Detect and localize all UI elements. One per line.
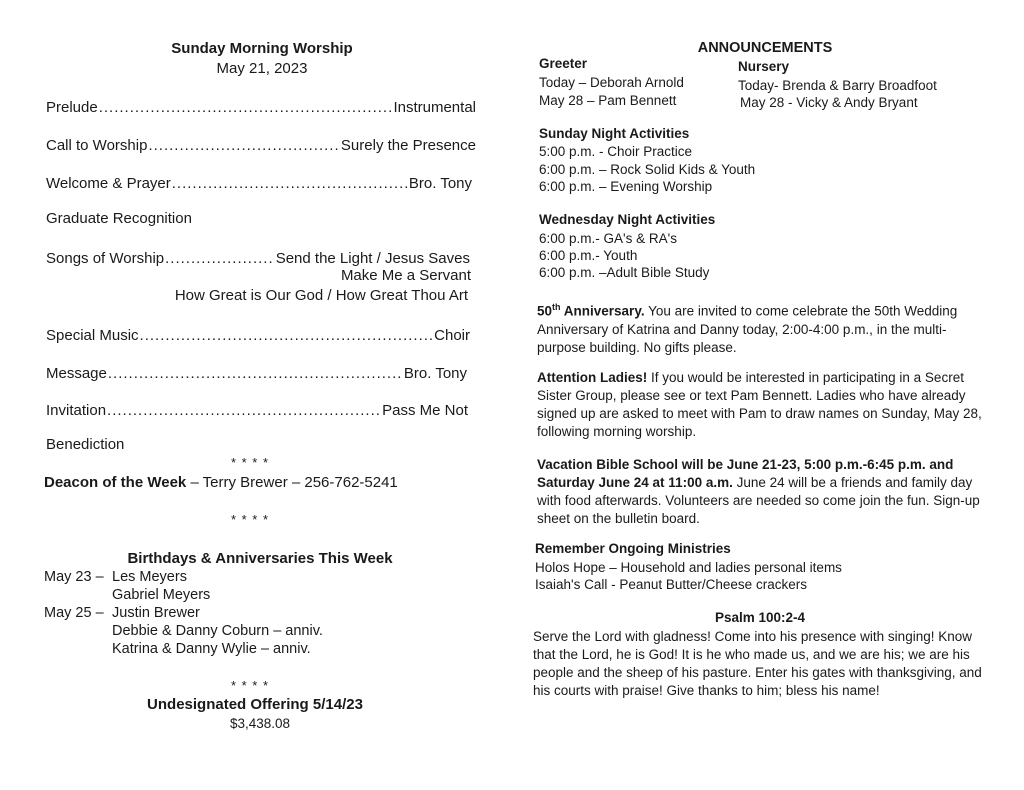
order-item-call-to-worship: Call to Worship ..... Surely the Presence (46, 134, 476, 154)
service-title: Sunday Morning Worship (171, 40, 353, 57)
order-item-message: Message ..... Bro. Tony (46, 362, 467, 382)
psalm-text: Serve the Lord with gladness! Come into his presence with singing! Know that the Lord, he is God! It is he who made us, and we are his; we are his people and the sheep of his pasture. Enter his gates with thanksgiving, and his courts with praise! Give thanks to him; bless his name! (533, 629, 982, 698)
birthday-name: Justin Brewer (112, 605, 200, 621)
birthday-date: May 25 – (44, 605, 104, 621)
greeter-heading: Greeter (539, 56, 588, 71)
leader-dots (148, 141, 339, 151)
separator: * * * * (230, 455, 270, 470)
vbs-announcement: Vacation Bible School will be June 21-23, 5:00 p.m.-6:45 p.m. and Saturday June 24 at 11:00 a.m. June 24 will be a friends and family day with food afterwards. Volunteers are needed so come join the fun. Sign-up sheet on the bulletin board. (537, 457, 980, 526)
nursery-line: May 28 - Vicky & Andy Bryant (740, 95, 918, 110)
leader-dots (107, 406, 381, 416)
leader-dots (165, 254, 275, 264)
order-item-welcome-prayer: Welcome & Prayer ..... Bro. Tony (46, 172, 472, 192)
ministry-line: Isaiah's Call - Peanut Butter/Cheese crackers (535, 577, 807, 592)
ministries-heading: Remember Ongoing Ministries (535, 541, 731, 556)
sunday-night-heading: Sunday Night Activities (539, 126, 690, 141)
ladies-announcement: Attention Ladies! If you would be interested in participating in a Secret Sister Group, please see or text Pam Bennett. Ladies who have already signed up are asked to meet with Pam to draw names on Sunday, May 28, following morning worship. (537, 370, 982, 439)
separator: * * * * (230, 512, 270, 527)
deacon-value: – Terry Brewer – 256-762-5241 (190, 474, 398, 491)
greeter-line: Today – Deborah Arnold (539, 75, 684, 90)
leader-dots (99, 103, 393, 113)
song-line: Make Me a Servant (340, 267, 471, 284)
service-date: May 21, 2023 (216, 60, 308, 77)
anniversary-name: Katrina & Danny Wylie – anniv. (112, 641, 311, 657)
deacon-label: Deacon of the Week (44, 474, 187, 491)
order-item-graduate-recognition: Graduate Recognition (46, 210, 192, 227)
order-item-invitation: Invitation ..... Pass Me Not (46, 399, 468, 419)
nursery-heading: Nursery (738, 59, 790, 74)
order-item-songs-of-worship: Songs of Worship ..... Send the Light / Jesus Saves (46, 247, 470, 267)
leader-dots (140, 331, 434, 341)
order-item-special-music: Special Music ..... Choir (46, 324, 470, 344)
activity-line: 6:00 p.m. –Adult Bible Study (539, 265, 710, 280)
anniversary-name: Debbie & Danny Coburn – anniv. (112, 623, 323, 639)
activity-line: 6:00 p.m.- GA's & RA's (539, 231, 677, 246)
birthday-name: Gabriel Meyers (112, 587, 211, 603)
leader-dots (172, 179, 408, 189)
separator: * * * * (230, 678, 270, 693)
song-line: How Great is Our God / How Great Thou Art (174, 287, 468, 304)
anniversary-announcement: 50th Anniversary. You are invited to come celebrate the 50th Wedding Anniversary of Katrina and Danny today, 2:00-4:00 p.m., in the multi-purpose building. No gifts please. (537, 302, 958, 355)
wednesday-night-heading: Wednesday Night Activities (539, 212, 716, 227)
order-item-benediction: Benediction (46, 436, 125, 453)
greeter-line: May 28 – Pam Bennett (539, 93, 677, 108)
activity-line: 6:00 p.m. – Rock Solid Kids & Youth (539, 162, 756, 177)
ministry-line: Holos Hope – Household and ladies personal items (535, 560, 842, 575)
birthdays-title: Birthdays & Anniversaries This Week (127, 550, 393, 567)
activity-line: 5:00 p.m. - Choir Practice (539, 144, 693, 159)
offering-title: Undesignated Offering 5/14/23 (147, 696, 363, 713)
leader-dots (108, 369, 403, 379)
birthday-date: May 23 – (44, 569, 104, 585)
order-item-prelude: Prelude ..... Instrumental (46, 96, 476, 116)
nursery-line: Today- Brenda & Barry Broadfoot (738, 78, 937, 93)
offering-amount: $3,438.08 (229, 716, 291, 731)
activity-line: 6:00 p.m. – Evening Worship (539, 179, 713, 194)
psalm-heading: Psalm 100:2-4 (714, 610, 806, 625)
activity-line: 6:00 p.m.- Youth (539, 248, 638, 263)
deacon-of-week (44, 474, 398, 491)
announcements-title: ANNOUNCEMENTS (697, 40, 833, 56)
birthday-name: Les Meyers (112, 569, 187, 585)
